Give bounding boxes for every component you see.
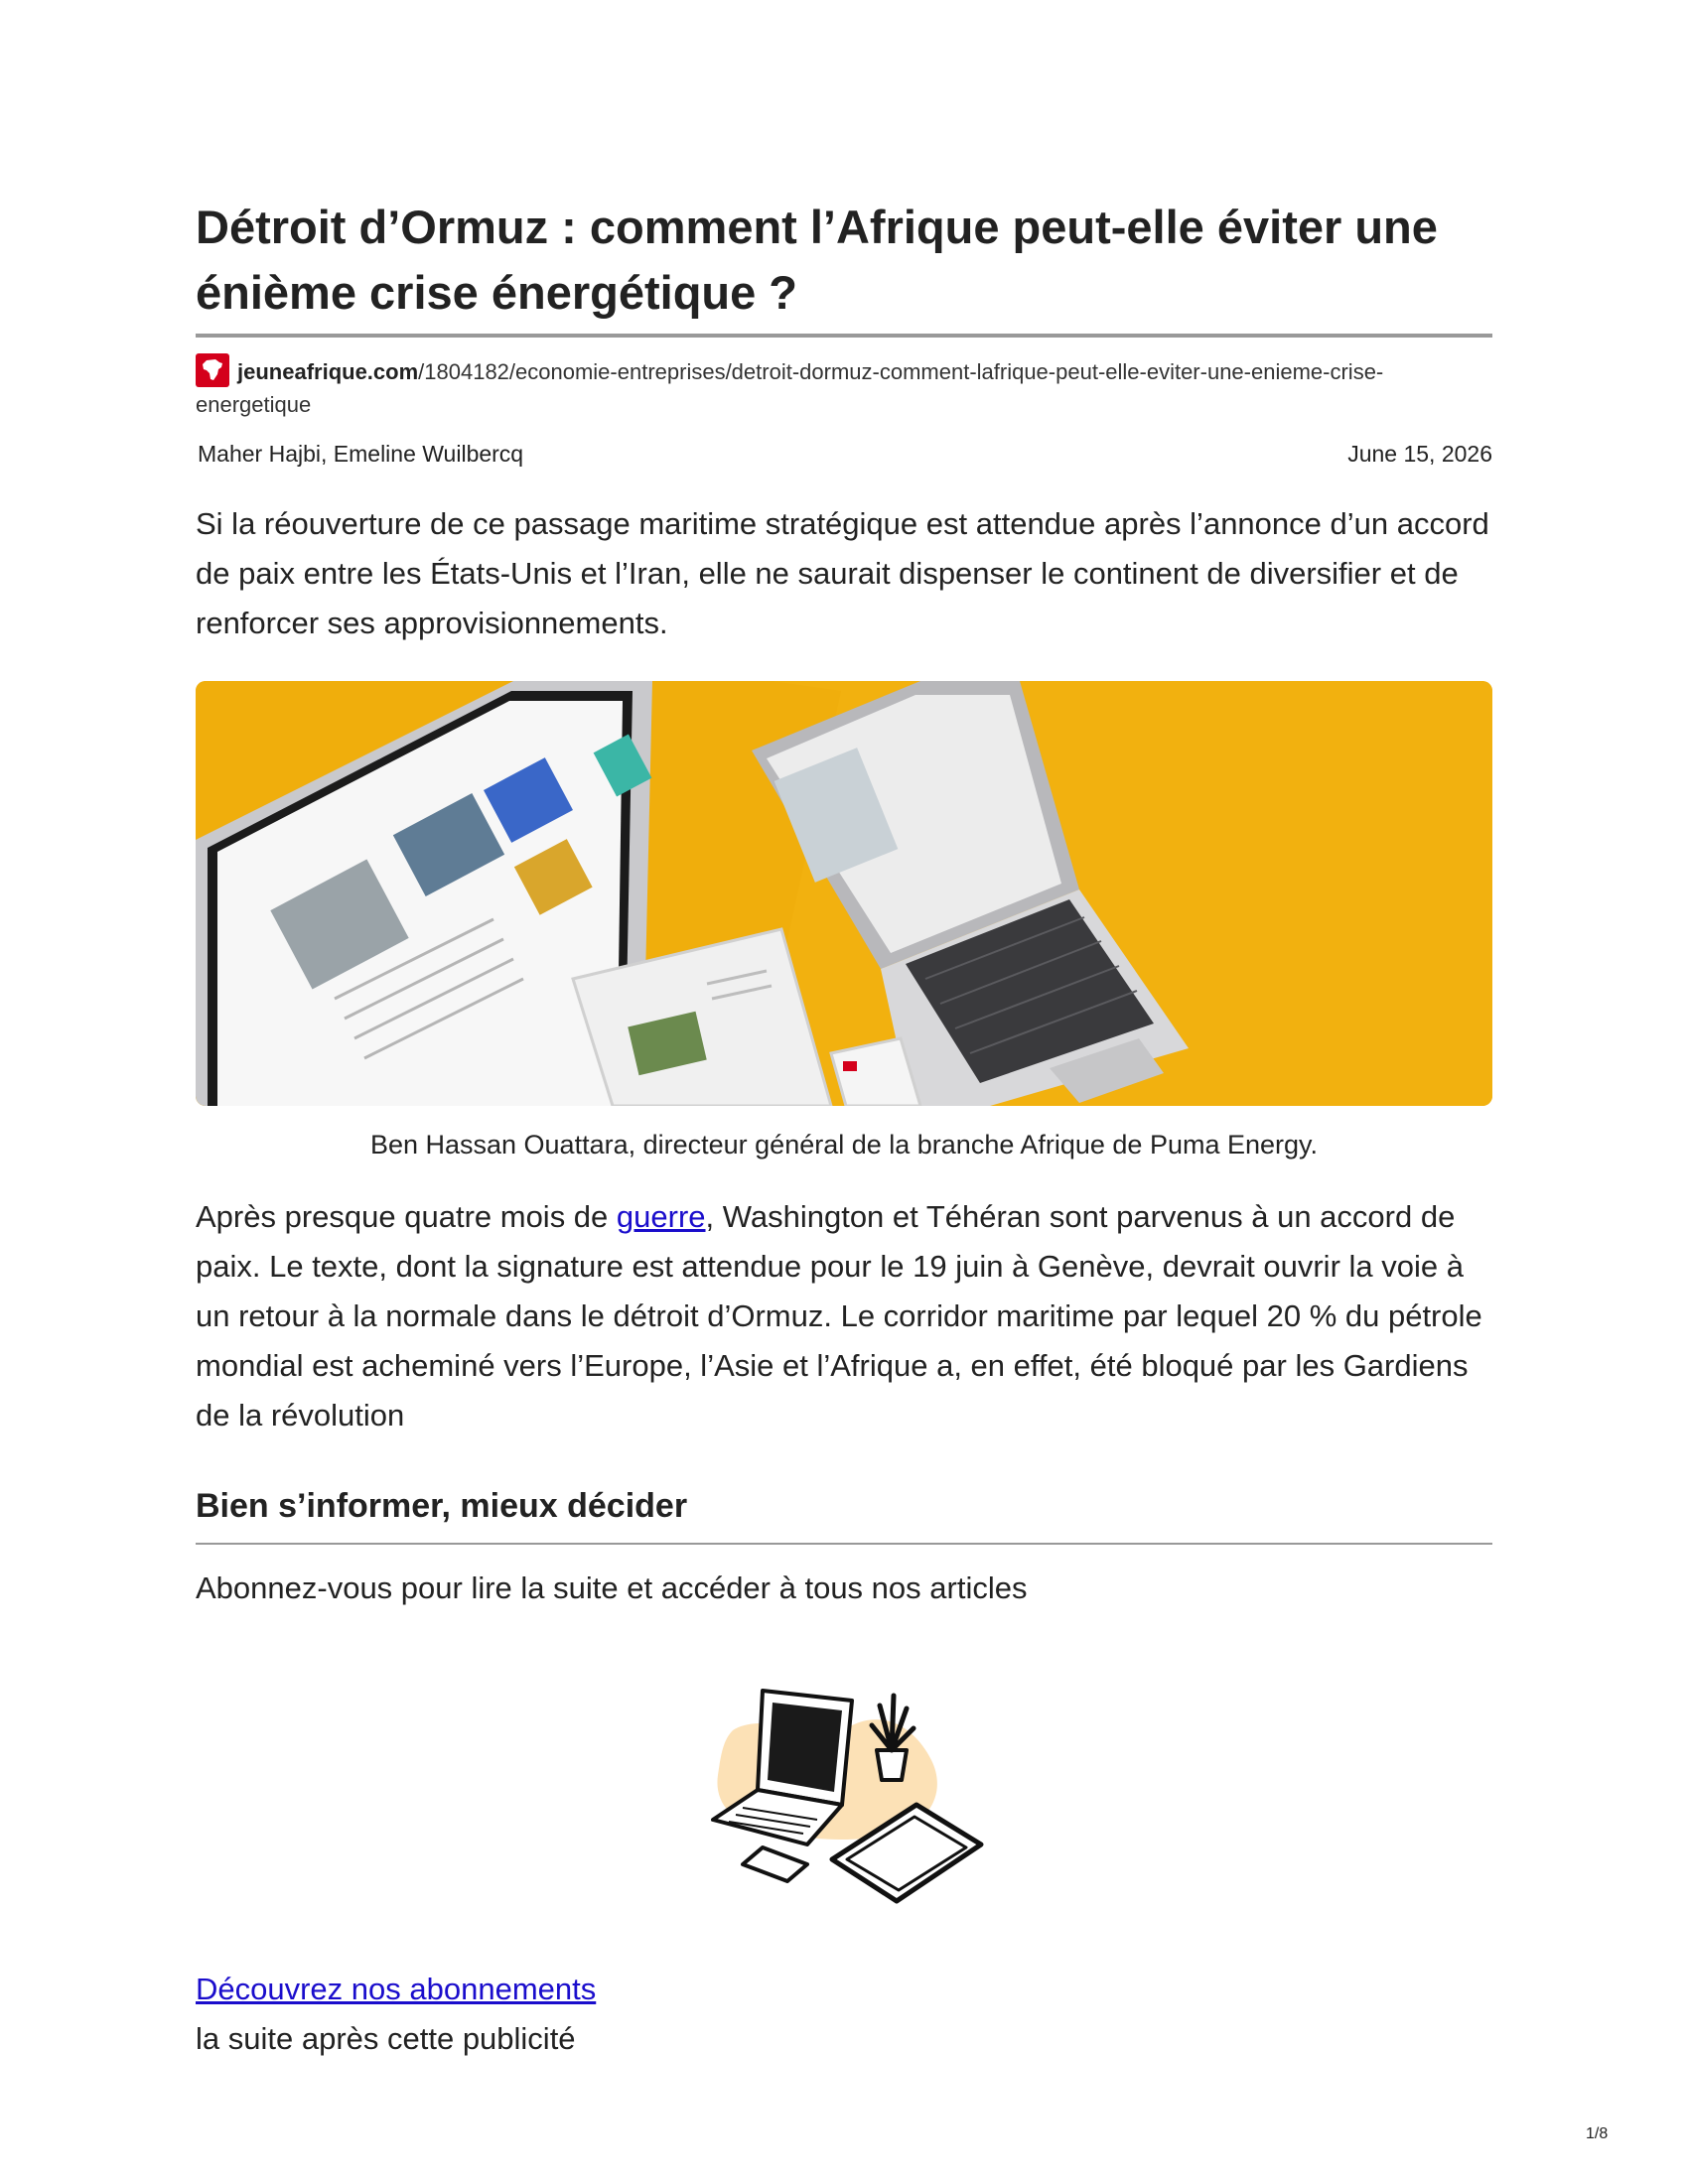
paywall-divider xyxy=(196,1543,1492,1545)
source-domain: jeuneafrique.com xyxy=(237,359,419,384)
article-lead: Si la réouverture de ce passage maritime stratégique est attendue après l’annonce d’un accord de paix entre les États-Unis et l’Iran, elle ne saurait dispenser le continent de diversifier et de renforcer ses approvisionnements. xyxy=(196,506,1489,640)
title-divider xyxy=(196,334,1492,338)
africa-map-icon xyxy=(196,353,229,387)
article-authors: Maher Hajbi, Emeline Wuilbercq xyxy=(198,441,524,467)
page-number: 1/8 xyxy=(1586,2125,1609,2142)
document-page xyxy=(196,0,1492,2184)
guerre-link[interactable]: guerre xyxy=(616,1199,706,1234)
source-path: /1804182/economie-entreprises/detroit-dormuz-comment-lafrique-peut-elle-eviter-une-enieme-crise-energetique xyxy=(196,359,1384,417)
body-text-part: , Washington et Téhéran sont parvenus à un accord de paix. Le texte, dont la signature est attendue pour le 19 juin à Genève, devrait ouvrir la voie à un retour à la normale dans le détroit d’Ormuz. Le corridor maritime par lequel 20 % du pétrole mondial est acheminé vers l’Europe, l’Asie et l’Afrique a, en effet, été bloqué par les Gardiens de la révolution xyxy=(196,1199,1482,1433)
article-date: June 15, 2026 xyxy=(1347,441,1492,467)
hero-image xyxy=(196,681,1492,1106)
paywall-heading: Bien s’informer, mieux décider xyxy=(196,1487,688,1525)
image-caption: Ben Hassan Ouattara, directeur général de la branche Afrique de Puma Energy. xyxy=(369,1130,1319,1160)
subscriptions-link[interactable]: Découvrez nos abonnements xyxy=(196,1972,597,2006)
paywall-text: Abonnez-vous pour lire la suite et accéder à tous nos articles xyxy=(196,1570,1028,1605)
article-title: Détroit d’Ormuz : comment l’Afrique peut-elle éviter une énième crise énergétique ? xyxy=(196,201,1438,319)
after-ad-text: la suite après cette publicité xyxy=(196,2021,576,2056)
source-url xyxy=(196,353,1492,421)
article-body xyxy=(196,1192,1492,1440)
body-text-part: Après presque quatre mois de xyxy=(196,1199,617,1234)
devices-illustration xyxy=(703,1671,987,1909)
